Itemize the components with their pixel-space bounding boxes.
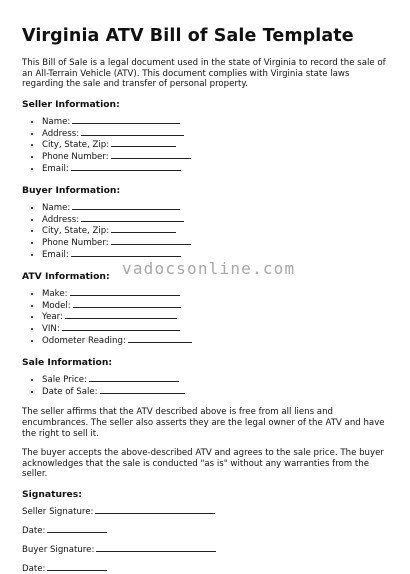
seller-signature-blank[interactable] bbox=[95, 506, 215, 514]
atv-odometer-field bbox=[42, 335, 388, 347]
field-label: Sale Price: bbox=[42, 374, 87, 385]
field-label: Phone Number: bbox=[42, 238, 109, 249]
field-label: Buyer Signature: bbox=[22, 544, 95, 555]
buyer-address-field bbox=[42, 214, 388, 226]
seller-heading: Seller Information: bbox=[22, 98, 120, 110]
intro-paragraph: This Bill of Sale is a legal document used in the state of Virginia to record the sale of an All-Terrain Vehicle (ATV). This document complies with Virginia state laws regarding the sale and transfer of personal property. bbox=[22, 58, 386, 90]
seller-date-line bbox=[22, 525, 388, 536]
buyer-phone-blank[interactable] bbox=[111, 237, 191, 245]
document-title: Virginia ATV Bill of Sale Template bbox=[22, 26, 354, 46]
field-label: Make: bbox=[42, 288, 68, 299]
watermark: vadocsonline.com bbox=[122, 259, 296, 278]
atv-heading: ATV Information: bbox=[22, 270, 110, 282]
atv-odometer-blank[interactable] bbox=[128, 335, 192, 343]
buyer-date-line bbox=[22, 563, 388, 574]
buyer-city-blank[interactable] bbox=[111, 225, 176, 233]
buyer-signature-line bbox=[22, 544, 388, 555]
atv-year-blank[interactable] bbox=[65, 311, 177, 319]
atv-model-field bbox=[42, 300, 388, 312]
seller-signature-line bbox=[22, 506, 388, 517]
atv-make-field bbox=[42, 288, 388, 300]
field-label: Odometer Reading: bbox=[42, 335, 126, 346]
field-label: Date: bbox=[22, 525, 46, 536]
atv-make-blank[interactable] bbox=[70, 288, 180, 296]
seller-name-blank[interactable] bbox=[72, 116, 180, 124]
buyer-phone-field bbox=[42, 237, 388, 249]
buyer-name-field bbox=[42, 202, 388, 214]
signatures-heading: Signatures: bbox=[22, 488, 82, 500]
sale-price-blank[interactable] bbox=[89, 374, 179, 382]
atv-vin-blank[interactable] bbox=[62, 323, 180, 331]
field-label: Year: bbox=[42, 312, 63, 323]
field-label: Date of Sale: bbox=[42, 386, 98, 397]
field-label: Name: bbox=[42, 116, 71, 127]
seller-address-field bbox=[42, 128, 388, 140]
buyer-email-blank[interactable] bbox=[71, 249, 181, 257]
buyer-signature-blank[interactable] bbox=[96, 544, 216, 552]
atv-year-field bbox=[42, 311, 388, 323]
seller-phone-field bbox=[42, 151, 388, 163]
buyer-acceptance-paragraph: The buyer accepts the above-described ATV and agrees to the sale price. The buyer acknowledges that the sale is conducted "as is" without any warranties from the seller. bbox=[22, 448, 384, 480]
sale-date-blank[interactable] bbox=[100, 386, 185, 394]
buyer-field-list bbox=[22, 202, 388, 261]
field-label: Email: bbox=[42, 249, 69, 260]
field-label: Name: bbox=[42, 202, 71, 213]
buyer-heading: Buyer Information: bbox=[22, 184, 121, 196]
seller-affirmation-paragraph: The seller affirms that the ATV described above is free from all liens and encumbrances. The seller also asserts they are the legal owner of the ATV and have the right to sell it. bbox=[22, 407, 385, 439]
sale-price-field bbox=[42, 374, 388, 386]
field-label: Email: bbox=[42, 163, 69, 174]
buyer-name-blank[interactable] bbox=[72, 202, 180, 210]
atv-vin-field bbox=[42, 323, 388, 335]
sale-date-field bbox=[42, 386, 388, 398]
field-label: Seller Signature: bbox=[22, 506, 94, 517]
seller-name-field bbox=[42, 116, 388, 128]
field-label: Address: bbox=[42, 128, 80, 139]
seller-date-blank[interactable] bbox=[47, 525, 107, 533]
sale-field-list bbox=[22, 374, 388, 398]
seller-city-field bbox=[42, 139, 388, 151]
seller-address-blank[interactable] bbox=[81, 128, 184, 136]
sale-heading: Sale Information: bbox=[22, 356, 113, 368]
buyer-city-field bbox=[42, 225, 388, 237]
field-label: Phone Number: bbox=[42, 152, 109, 163]
field-label: Model: bbox=[42, 300, 71, 311]
seller-phone-blank[interactable] bbox=[111, 151, 191, 159]
seller-email-field bbox=[42, 163, 388, 175]
atv-model-blank[interactable] bbox=[73, 300, 181, 308]
buyer-address-blank[interactable] bbox=[81, 214, 184, 222]
seller-email-blank[interactable] bbox=[71, 163, 181, 171]
seller-city-blank[interactable] bbox=[111, 139, 176, 147]
buyer-email-field bbox=[42, 249, 388, 261]
buyer-date-blank[interactable] bbox=[47, 563, 107, 571]
seller-field-list bbox=[22, 116, 388, 175]
field-label: Address: bbox=[42, 214, 80, 225]
field-label: City, State, Zip: bbox=[42, 226, 110, 237]
field-label: Date: bbox=[22, 563, 46, 574]
field-label: City, State, Zip: bbox=[42, 140, 110, 151]
field-label: VIN: bbox=[42, 324, 60, 335]
atv-field-list bbox=[22, 288, 388, 347]
